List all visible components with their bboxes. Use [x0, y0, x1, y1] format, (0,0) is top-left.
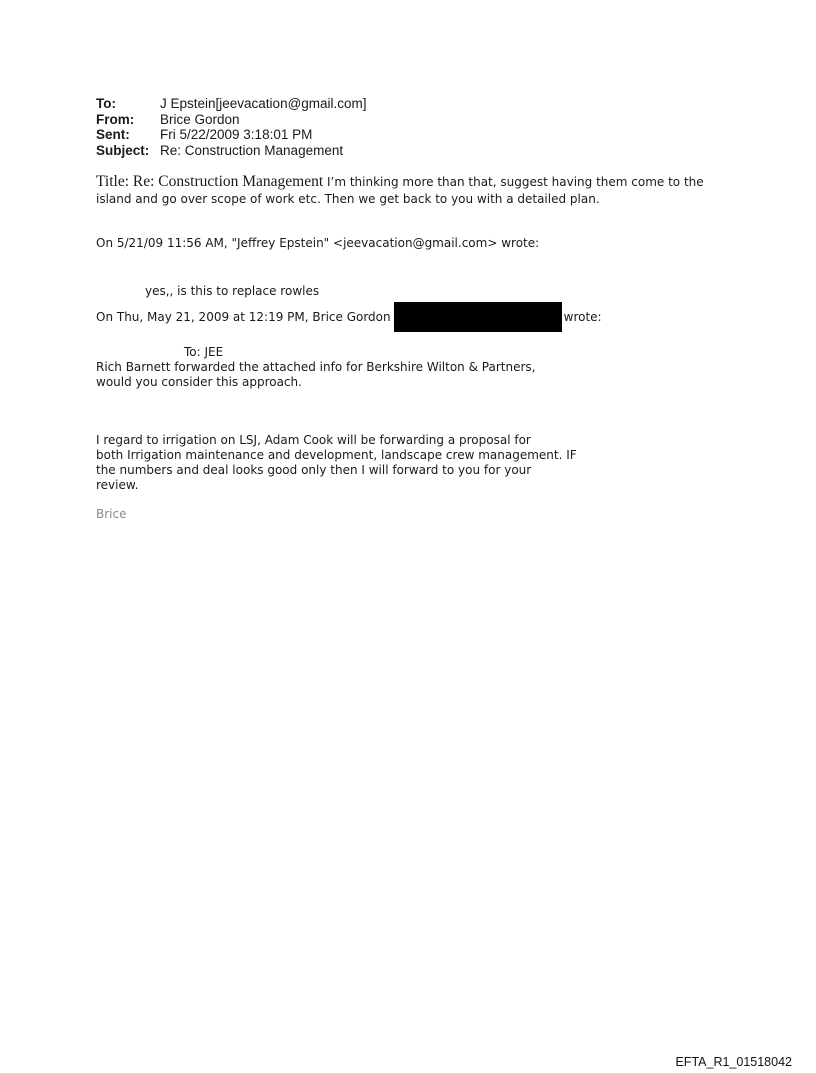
para1-line-1: Rich Barnett forwarded the attached info for Berkshire Wilton & Partners, [96, 360, 536, 374]
redaction-box [394, 302, 562, 332]
reply-text: yes,, is this to replace rowles [145, 284, 320, 298]
subject-row [96, 143, 367, 159]
sent-label: Sent: [96, 127, 130, 142]
subject-label: Subject: [96, 142, 150, 158]
message-line-2: island and go over scope of work etc. Then we get back to you with a detailed plan. [96, 192, 600, 206]
message-line-1: I’m thinking more than that, suggest having them come to the [323, 175, 704, 189]
to-jee-line: To: JEE [184, 345, 224, 359]
document-id: EFTA_R1_01518042 [675, 1055, 792, 1069]
from-label: From: [96, 111, 135, 127]
sent-value: Fri 5/22/2009 3:18:01 PM [160, 127, 313, 142]
from-row [96, 112, 367, 128]
subject-value: Re: Construction Management [160, 142, 344, 158]
thread-header-pre: On Thu, May 21, 2009 at 12:19 PM, Brice Gordon [96, 310, 391, 324]
para2-line-1: I regard to irrigation on LSJ, Adam Cook will be forwarding a proposal for [96, 433, 531, 447]
message-title: Title: Re: Construction Management [96, 173, 324, 190]
email-header [96, 96, 367, 158]
para2-line-3: the numbers and deal looks good only then I will forward to you for your [96, 463, 532, 477]
signature: Brice [96, 507, 127, 521]
thread-header-post: wrote: [563, 310, 602, 324]
sent-row [96, 127, 367, 143]
para1-line-2: would you consider this approach. [96, 375, 302, 389]
thread-header [96, 302, 602, 333]
message-first-line [96, 174, 704, 190]
from-value: Brice Gordon [160, 111, 240, 127]
to-label: To: [96, 96, 116, 111]
to-value: J Epstein[jeevacation@gmail.com] [160, 96, 367, 111]
para2-line-4: review. [96, 478, 139, 492]
para2-line-2: both Irrigation maintenance and development, landscape crew management. IF [96, 448, 577, 462]
quote-header: On 5/21/09 11:56 AM, "Jeffrey Epstein" <jeevacation@gmail.com> wrote: [96, 236, 540, 250]
to-row [96, 96, 367, 112]
